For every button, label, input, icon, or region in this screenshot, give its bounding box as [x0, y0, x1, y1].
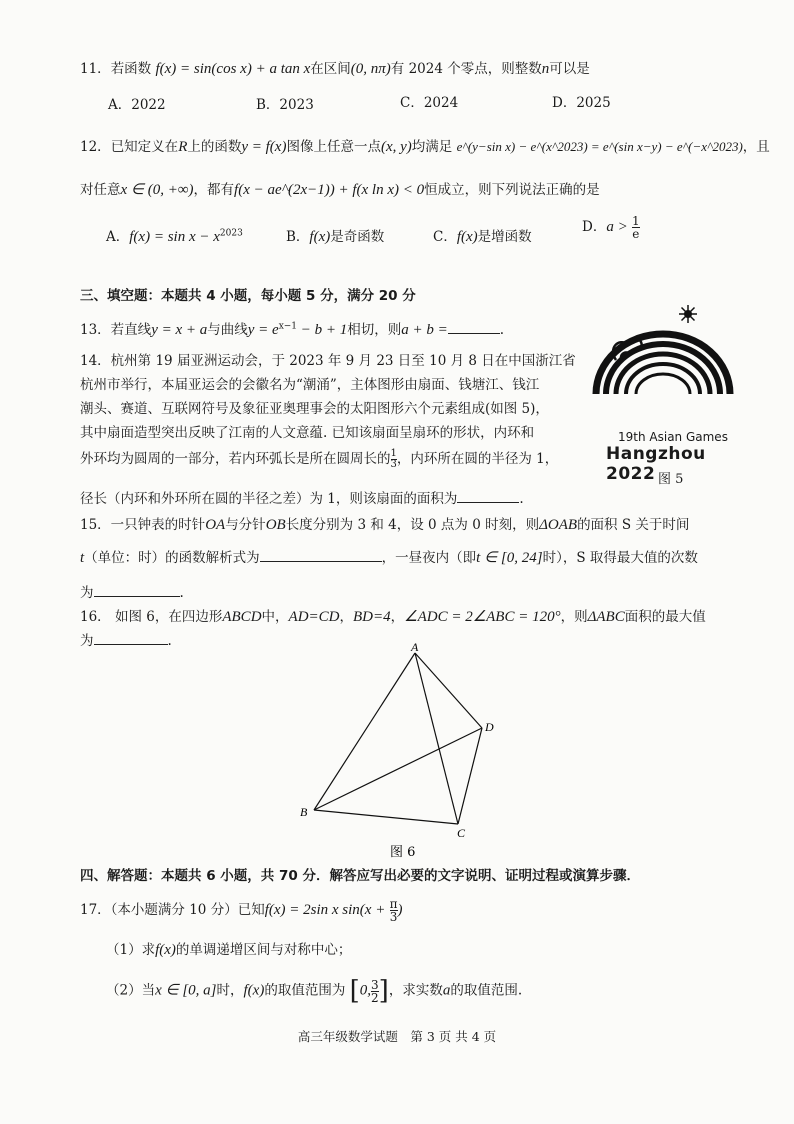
q11-option-c: C．2024 [400, 95, 459, 111]
figure-6-quadrilateral [290, 640, 510, 860]
sun-and-fan-emblem-icon [588, 298, 738, 426]
label-d: D [485, 720, 494, 734]
q14-line-4: 其中扇面造型突出反映了江南的人文意蕴. 已知该扇面呈扇环的形状，内环和 [80, 425, 535, 441]
q17-stem: 17．（本小题满分 10 分）已知f(x) = 2sin x sin(x + $\frac{\pi}{3}$ ) [80, 897, 403, 924]
q15-answer-blank-2[interactable] [94, 584, 180, 597]
q15-answer-blank-1[interactable] [260, 549, 382, 562]
logo-city-line: Hangzhou 2022 [606, 444, 706, 484]
q13-answer-blank[interactable] [448, 321, 500, 334]
q11-option-d: D．2025 [552, 95, 611, 111]
asian-games-logo [588, 298, 738, 488]
segment-ab [314, 653, 415, 810]
q14-line-1: 14．杭州第 19 届亚洲运动会，于 2023 年 9 月 23 日至 10 月 8 日在中国浙江省 [80, 353, 576, 369]
q14-line-2: 杭州市举行，本届亚运会的会徽名为“潮涌”，主体图形由扇面、钱塘江、钱江 [80, 377, 540, 393]
segment-ad [415, 653, 482, 728]
q13-stem: 13．若直线y = x + a与曲线$y = e^{x-1} - b + 1$相切，则a + b = . [80, 321, 505, 338]
q11-option-a: A．2022 [108, 97, 166, 113]
page-footer: 高三年级数学试题 第 3 页 共 4 页 [297, 1029, 497, 1044]
segment-bc [314, 810, 458, 824]
section-4-heading: 四、解答题：本题共 6 小题，共 70 分．解答应写出必要的文字说明、证明过程或演算步骤． [80, 868, 640, 884]
q16-answer-blank[interactable] [94, 632, 168, 645]
q14-line-3: 潮头、赛道、互联网符号及象征亚奥理事会的太阳图形六个元素组成(如图 5)， [80, 401, 549, 417]
q12-option-b: B．f(x)是奇函数 [286, 229, 385, 245]
segment-bd [314, 728, 482, 810]
q15-line-1: 15．一只钟表的时针OA与分针OB长度分别为 3 和 4，设 0 点为 0 时刻，则ΔOAB的面积 S 关于时间 [80, 517, 690, 533]
q11-option-b: B．2023 [256, 97, 314, 113]
q12-stem-line2: 对任意x ∈ (0, +∞)，都有f(x − ae^(2x−1)) + f(x ln x) < 0恒成立，则下列说法正确的是 [80, 182, 600, 198]
q11-stem: 11．若函数 f(x) = sin(cos x) + a tan x在区间(0, nπ)有 2024 个零点，则整数n可以是 [80, 61, 590, 77]
figure-5-caption: 图 5 [658, 472, 684, 487]
q14-line-5: 外环均为圆周的一部分，若内环弧长是所在圆周长的 $\frac{1}{3}$ ，内环所在圆的半径为 1， [80, 448, 559, 470]
q16-line-1: 16． 如图 6，在四边形ABCD中，AD=CD，BD=4，∠ADC = 2∠ABC = 120°，则ΔABC面积的最大值 [80, 609, 706, 625]
logo-games-line: 19th Asian Games [618, 430, 728, 444]
q12-stem-line1: 12．已知定义在R上的函数y = f(x)图像上任意一点(x, y)均满足 e^(y−sin x) − e^(x^2023) = e^(sin x−y) − e^(−x^2023)，且 [80, 139, 770, 155]
q17-part-1: （1）求f(x)的单调递增区间与对称中心； [106, 942, 352, 958]
segment-dc [458, 728, 482, 824]
section-3-heading: 三、填空题：本题共 4 小题，每小题 5 分，满分 20 分 [80, 288, 416, 304]
q12-option-a: A．$f(x) = \sin x - x^{2023}$ [106, 228, 243, 245]
q16-line-2: 为 . [80, 633, 172, 649]
segment-ac [415, 653, 458, 824]
q12-option-c: C．f(x)是增函数 [433, 229, 532, 245]
q14-line-6: 径长（内环和外环所在圆的半径之差）为 1，则该扇面的面积为 . [80, 491, 524, 507]
q15-line-3: 为 . [80, 585, 184, 601]
label-a: A [411, 640, 419, 654]
q17-part-2: （2）当x ∈ [0, a]时，f(x)的取值范围为 [0, $\frac{3}{2}$ ]，求实数a的取值范围. [106, 976, 523, 1006]
q14-answer-blank[interactable] [457, 490, 519, 503]
q15-line-2: t（单位：时）的函数解析式为 ，一昼夜内（即t ∈ [0, 24]时），S 取得最大值的次数 [80, 550, 698, 566]
label-b: B [300, 805, 308, 819]
figure-6-caption: 图 6 [390, 845, 416, 860]
q12-option-d: D．a > $\frac{1}{e}$ [582, 214, 640, 241]
label-c: C [457, 826, 466, 840]
